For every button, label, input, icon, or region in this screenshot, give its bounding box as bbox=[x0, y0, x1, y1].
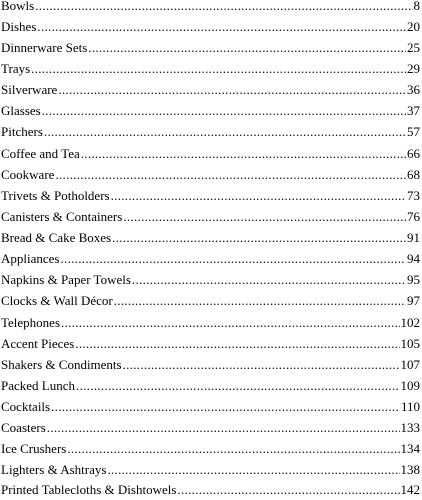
toc-entry bbox=[1, 376, 420, 396]
toc-entry bbox=[1, 270, 420, 290]
toc-entry bbox=[1, 165, 420, 185]
toc-entry-title: Trays bbox=[1, 61, 31, 76]
toc-entry bbox=[1, 38, 420, 58]
dot-leader bbox=[112, 228, 406, 248]
toc-entry-page: 66 bbox=[407, 146, 420, 161]
toc-entry-page: 102 bbox=[400, 315, 420, 330]
toc-entry-title: Pitchers bbox=[1, 124, 43, 139]
dot-leader bbox=[35, 0, 412, 16]
dot-leader bbox=[114, 291, 406, 311]
toc-entry-page: 133 bbox=[400, 420, 420, 435]
dot-leader bbox=[31, 59, 406, 79]
toc-entry-title: Packed Lunch bbox=[1, 378, 76, 393]
toc-entry-page: 142 bbox=[400, 482, 420, 497]
toc-entry-title: Silverware bbox=[1, 82, 58, 97]
toc-entry bbox=[1, 207, 420, 227]
toc-entry bbox=[1, 186, 420, 206]
toc-entry-title: Ice Crushers bbox=[1, 441, 67, 456]
toc-entry bbox=[1, 439, 420, 459]
dot-leader bbox=[81, 144, 406, 164]
dot-leader bbox=[123, 207, 406, 227]
dot-leader bbox=[44, 122, 406, 142]
toc-entry-title: Coffee and Tea bbox=[1, 146, 80, 161]
toc-entry bbox=[1, 0, 420, 16]
toc-entry bbox=[1, 59, 420, 79]
toc-entry bbox=[1, 355, 420, 375]
toc-entry-page: 134 bbox=[400, 441, 420, 456]
toc-entry-page: 94 bbox=[407, 251, 420, 266]
toc-entry bbox=[1, 291, 420, 311]
toc-entry bbox=[1, 249, 420, 269]
toc-entry-page: 76 bbox=[407, 209, 420, 224]
toc-entry bbox=[1, 17, 420, 37]
dot-leader bbox=[47, 418, 400, 438]
toc-entry-page: 57 bbox=[407, 124, 420, 139]
dot-leader bbox=[123, 355, 400, 375]
dot-leader bbox=[67, 439, 399, 459]
toc-entry bbox=[1, 101, 420, 121]
toc-entry-title: Lighters & Ashtrays bbox=[1, 462, 107, 477]
dot-leader bbox=[132, 270, 406, 290]
toc-entry-page: 109 bbox=[400, 378, 420, 393]
toc-entry-title: Coasters bbox=[1, 420, 46, 435]
dot-leader bbox=[75, 334, 399, 354]
toc-entry-title: Dinnerware Sets bbox=[1, 40, 88, 55]
toc-entry bbox=[1, 228, 420, 248]
dot-leader bbox=[55, 165, 406, 185]
toc-entry-title: Cookware bbox=[1, 167, 55, 182]
toc-entry bbox=[1, 397, 420, 417]
dot-leader bbox=[107, 460, 399, 480]
dot-leader bbox=[60, 249, 406, 269]
dot-leader bbox=[51, 397, 400, 417]
toc-entry bbox=[1, 313, 420, 333]
toc-entry-title: Bread & Cake Boxes bbox=[1, 230, 112, 245]
toc-entry bbox=[1, 480, 420, 500]
toc-entry-title: Appliances bbox=[1, 251, 60, 266]
toc-entry-title: Bowls bbox=[1, 0, 35, 13]
toc-entry-page: 36 bbox=[407, 82, 420, 97]
toc-entry bbox=[1, 460, 420, 480]
toc-entry-title: Cocktails bbox=[1, 399, 51, 414]
toc-entry-page: 29 bbox=[407, 61, 420, 76]
dot-leader bbox=[61, 313, 399, 333]
dot-leader bbox=[58, 80, 406, 100]
toc-entry-title: Accent Pieces bbox=[1, 336, 75, 351]
dot-leader bbox=[177, 480, 399, 500]
toc-entry-title: Napkins & Paper Towels bbox=[1, 272, 131, 287]
toc-entry-title: Clocks & Wall Décor bbox=[1, 293, 113, 308]
toc-entry bbox=[1, 80, 420, 100]
toc-entry-page: 105 bbox=[400, 336, 420, 351]
toc-entry bbox=[1, 334, 420, 354]
dot-leader bbox=[37, 17, 406, 37]
toc-entry-title: Printed Tablecloths & Dishtowels bbox=[1, 482, 177, 497]
toc-entry-page: 37 bbox=[407, 103, 420, 118]
dot-leader bbox=[88, 38, 406, 58]
toc-entry-title: Trivets & Potholders bbox=[1, 188, 110, 203]
toc-entry bbox=[1, 144, 420, 164]
dot-leader bbox=[76, 376, 399, 396]
toc-entry-title: Shakers & Condiments bbox=[1, 357, 122, 372]
toc-entry bbox=[1, 122, 420, 142]
toc-entry-page: 95 bbox=[407, 272, 420, 287]
toc-entry-page: 68 bbox=[407, 167, 420, 182]
toc-entry-page: 138 bbox=[400, 462, 420, 477]
dot-leader bbox=[42, 101, 406, 121]
toc-entry-title: Telephones bbox=[1, 315, 61, 330]
toc-entry-page: 8 bbox=[413, 0, 420, 13]
toc-entry bbox=[1, 418, 420, 438]
toc-entry-title: Dishes bbox=[1, 19, 37, 34]
toc-entry-page: 20 bbox=[407, 19, 420, 34]
toc-entry-page: 25 bbox=[407, 40, 420, 55]
toc-entry-title: Canisters & Containers bbox=[1, 209, 123, 224]
dot-leader bbox=[111, 186, 406, 206]
toc-entry-page: 91 bbox=[407, 230, 420, 245]
toc-entry-page: 73 bbox=[407, 188, 420, 203]
toc-entry-page: 97 bbox=[407, 293, 420, 308]
toc-entry-page: 110 bbox=[400, 399, 420, 414]
toc-entry-page: 107 bbox=[400, 357, 420, 372]
toc-entry-title: Glasses bbox=[1, 103, 41, 118]
